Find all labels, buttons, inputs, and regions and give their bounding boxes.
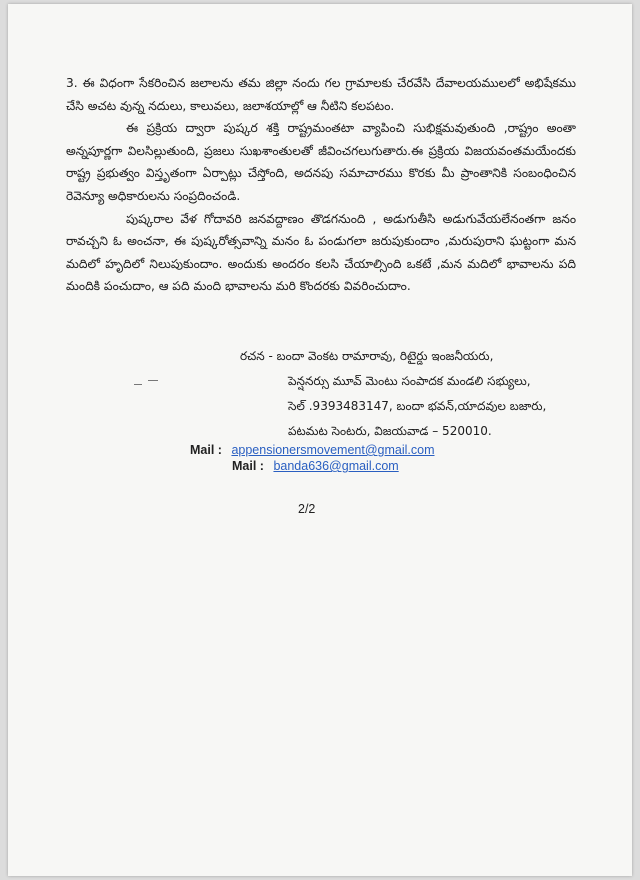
document-page xyxy=(8,4,632,876)
signature-line-2: పెన్షనర్సు మూవ్ మెంటు సంపాదక మండలి సభ్యులు, xyxy=(288,374,531,388)
mail-line-1 xyxy=(190,443,435,457)
signature-line-1: రచన - బందా వెంకట రామారావు, రిటైర్డు ఇంజనీయరు, xyxy=(240,349,494,363)
signature-block xyxy=(240,344,570,444)
paragraph-3: పుష్కరాల వేళ గోదావరి జనవద్దాణం తొడగనుంది , అడుగుతీసి అడుగువేయలేనంతగా జనం రావచ్చని ఓ అంచనా, ఈ పుష్కరోత్సవాన్ని మనం ఓ పండుగలా జరుపుకుందాం ,మరుపురాని ఘట్టంగా మన మదిలో హృదిలో నిలుపుకుందాం. అందుకు అందరం కలసి చేయాల్సింది ఒకటే ,మన మదిలో భావాలను పది మందికి పంచుదాం, ఆ పది మంది భావాలను మరి కొందరకు వివరించుదాం. xyxy=(66,211,576,294)
scan-mark xyxy=(148,380,158,381)
mail-label-2: Mail : xyxy=(232,459,264,473)
paragraph-1: 3. ఈ విధంగా సేకరించిన జలాలను తమ జిల్లా నందు గల గ్రామాలకు చేరవేసి దేవాలయములలో అభిషేకము చేసి అచట వున్న నదులు, కాలువలు, జలాశయాల్లో ఆ నీటిని కలపటం. xyxy=(66,76,576,113)
mail-line-2 xyxy=(232,459,399,473)
mail-label-1: Mail : xyxy=(190,443,222,457)
page-number: 2/2 xyxy=(298,502,316,516)
scan-mark xyxy=(134,384,142,385)
mail-link-1[interactable]: appensionersmovement@gmail.com xyxy=(231,443,435,457)
mail-link-2[interactable]: banda636@gmail.com xyxy=(273,459,399,473)
paragraph-2: ఈ ప్రక్రియ ద్వారా పుష్కర శక్తి రాష్ట్రమంతటా వ్యాపించి సుభిక్షమవుతుంది ,రాష్ట్రం అంతా అన్నపూర్ణగా విలసిల్లుతుంది, ప్రజలు సుఖశాంతులతో జీవించగలుగుతారు.ఈ ప్రక్రియ విజయవంతమయేందకు రాష్ట్ర ప్రభుత్వం విస్తృతంగా ఏర్పాట్లు చేస్తోంది, అదనపు సమాచారము కొరకు మీ ప్రాంతానికి సంబంధించిన రెవెన్యూ అధికారులను సంప్రదించండి. xyxy=(66,121,576,203)
signature-line-4: పటమట సెంటరు, విజయవాడ – 520010. xyxy=(288,424,492,438)
body-text xyxy=(66,72,576,298)
signature-line-3: సెల్ .9393483147, బందా భవన్,యాదవుల బజారు, xyxy=(288,399,547,413)
